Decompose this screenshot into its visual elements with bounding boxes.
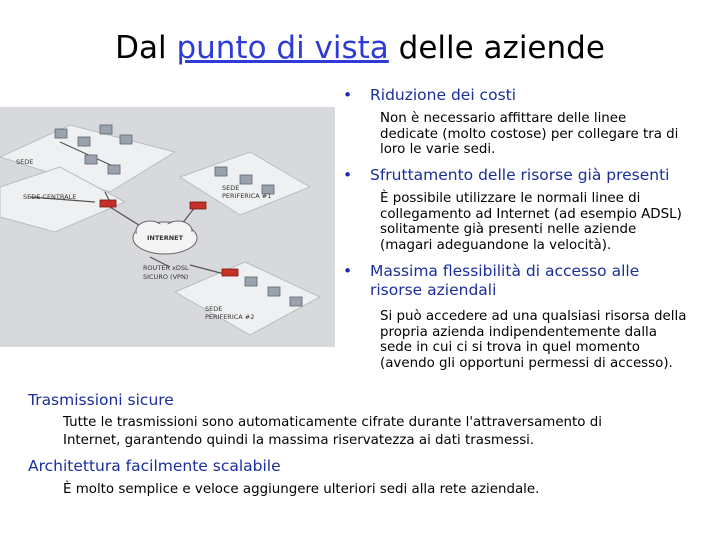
bullet-marker: • <box>343 166 353 184</box>
body-line: propria azienda indipendentemente dalla <box>380 324 657 340</box>
title-link[interactable]: punto di vista <box>176 30 389 66</box>
body-line: È possibile utilizzare le normali linee di <box>380 191 641 206</box>
title-prefix: Dal <box>115 30 177 66</box>
section-heading-trasmissioni: Trasmissioni sicure <box>28 391 174 409</box>
body-line: Si può accedere ad una qualsiasi risorsa della <box>380 309 687 324</box>
body-line: collegamento ad Internet (ad esempio ADSL) <box>380 206 682 222</box>
bullet-riduzione-costi <box>343 86 516 105</box>
body-line: dedicate (molto costose) per collegare tra di <box>380 126 679 142</box>
label-router-b: SICURO (VPN) <box>143 273 189 281</box>
section-heading-architettura: Architettura facilmente scalabile <box>28 457 281 475</box>
section-body-trasmissioni <box>63 414 713 450</box>
body-line: sede in cui ci si trova in quel momento <box>380 340 640 356</box>
label-router-a: ROUTER xDSL <box>143 264 189 272</box>
label-left-tag: SEDE <box>16 158 34 166</box>
body-line: solitamente già presenti nelle aziende <box>380 222 637 238</box>
bullet-sfruttamento-risorse <box>343 166 670 185</box>
bullet-body <box>380 191 715 253</box>
bullet-body <box>380 111 715 158</box>
label-sede-centrale: SEDE CENTRALE <box>23 193 77 201</box>
slide-title <box>0 30 720 66</box>
bullet-flessibilita-accesso <box>343 262 639 300</box>
body-line: Tutte le trasmissioni sono automaticamente cifrate durante l'attraversamento di <box>63 415 602 430</box>
bullet-heading-line: risorse aziendali <box>370 281 497 299</box>
bullet-heading <box>370 262 639 300</box>
body-line: Non è necessario affittare delle linee <box>380 111 627 126</box>
body-line: (magari adeguandone la velocità). <box>380 237 612 253</box>
bullet-heading-line: Massima flessibilità di accesso alle <box>370 262 640 280</box>
bullet-marker: • <box>343 86 353 104</box>
body-line: loro le varie sedi. <box>380 142 496 158</box>
body-line: (avendo gli opportuni permessi di accesso). <box>380 355 673 371</box>
label-periferica-2b: PERIFERICA #2 <box>205 313 255 321</box>
title-suffix: delle aziende <box>388 30 605 66</box>
label-internet: INTERNET <box>146 234 184 242</box>
network-diagram <box>0 107 335 347</box>
label-periferica-2a: SEDE <box>205 305 223 313</box>
bullet-heading: Riduzione dei costi <box>370 86 517 104</box>
bullet-marker: • <box>343 262 353 280</box>
label-periferica-1b: PERIFERICA #1 <box>222 192 272 200</box>
bullet-heading: Sfruttamento delle risorse già presenti <box>370 166 670 184</box>
label-periferica-1a: SEDE <box>222 184 240 192</box>
section-body-architettura <box>63 481 713 499</box>
body-line: Internet, garantendo quindi la massima riservatezza ai dati trasmessi. <box>63 433 535 448</box>
body-line: È molto semplice e veloce aggiungere ulteriori sedi alla rete aziendale. <box>63 482 540 497</box>
bullet-body <box>380 309 715 371</box>
